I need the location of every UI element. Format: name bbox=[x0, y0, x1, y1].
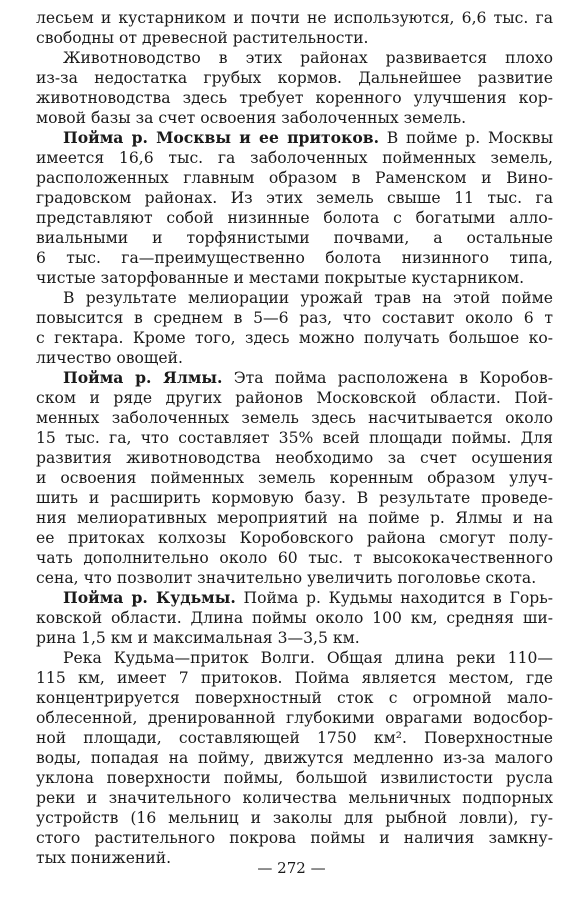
text-line: устройств (16 мельниц и заколы для рыбной ловли), гу- bbox=[36, 809, 553, 827]
text-line: сена, что позволит значительно увеличить поголовье скота. bbox=[36, 569, 537, 587]
section-heading: Пойма р. Кудьмы. bbox=[63, 588, 236, 607]
text-line: 6 тыс. га—преимущественно болота низинного типа, bbox=[36, 249, 553, 267]
paragraph bbox=[36, 648, 553, 868]
text-line: 15 тыс. га, что составляет 35% всей площади поймы. Для bbox=[36, 429, 553, 447]
paragraph bbox=[36, 8, 553, 48]
section-heading: Пойма р. Ялмы. bbox=[63, 368, 223, 387]
text-line: реки и значительного количества мельничных подпорных bbox=[36, 789, 553, 807]
text-line: Животноводство в этих районах развивается плохо bbox=[63, 49, 553, 67]
text-line: расположенных главным образом в Раменском и Вино- bbox=[36, 169, 553, 187]
text-line bbox=[36, 368, 553, 388]
text-line: свободны от древесной растительности. bbox=[36, 29, 369, 47]
text-line: В результате мелиорации урожай трав на этой пойме bbox=[63, 289, 553, 307]
text-line: Река Кудьма—приток Волги. Общая длина реки 110— bbox=[63, 649, 553, 667]
text-line bbox=[36, 588, 553, 608]
text-line: с гектара. Кроме того, здесь можно получать большое ко- bbox=[36, 329, 553, 347]
text-line: шить и расширить кормовую базу. В результате проведе- bbox=[36, 489, 553, 507]
text-line: рина 1,5 км и максимальная 3—3,5 км. bbox=[36, 629, 360, 647]
text-line: представляют собой низинные болота с богатыми алло- bbox=[36, 209, 553, 227]
text-line: чать дополнительно около 60 тыс. т высококачественного bbox=[36, 549, 553, 567]
text-line: личество овощей. bbox=[36, 349, 183, 367]
text-line: менных заболоченных земель здесь насчитывается около bbox=[36, 409, 553, 427]
paragraph bbox=[36, 588, 553, 648]
text-line: ском и ряде других районов Московской области. Пой- bbox=[36, 389, 553, 407]
text-line: облесенной, дренированной глубокими оврагами водосбор- bbox=[36, 709, 553, 727]
text-line: виальными и торфянистыми почвами, а остальные bbox=[36, 229, 553, 247]
text-line: 115 км, имеет 7 притоков. Пойма является местом, где bbox=[36, 669, 553, 687]
text-line bbox=[36, 128, 553, 148]
section-heading: Пойма р. Москвы и ее притоков. bbox=[63, 128, 379, 147]
text-run: Эта пойма расположена в Коробов- bbox=[222, 369, 553, 387]
text-line: чистые заторфованные и местами покрытые кустарником. bbox=[36, 269, 525, 287]
text-line: животноводства здесь требует коренного улучшения кор- bbox=[36, 89, 553, 107]
paragraph bbox=[36, 128, 553, 288]
text-line: из-за недостатка грубых кормов. Дальнейшее развитие bbox=[36, 69, 553, 87]
text-line: и освоения пойменных земель коренным образом улуч- bbox=[36, 469, 553, 487]
text-line: градовском районах. Из этих земель свыше 11 тыс. га bbox=[36, 189, 553, 207]
text-line: ее притоках колхозы Коробовского района смогут полу- bbox=[36, 529, 553, 547]
text-line: мовой базы за счет освоения заболоченных земель. bbox=[36, 109, 467, 127]
text-line: воды, попадая на пойму, движутся медленно из-за малого bbox=[36, 749, 553, 767]
text-line: развития животноводства необходимо за счет осушения bbox=[36, 449, 553, 467]
paragraph bbox=[36, 368, 553, 588]
text-line: стого растительного покрова поймы и наличия замкну- bbox=[36, 829, 553, 847]
page-number: — 272 — bbox=[257, 859, 326, 877]
text-line: ния мелиоративных мероприятий на пойме р. Ялмы и на bbox=[36, 509, 553, 527]
document-page bbox=[36, 8, 553, 868]
paragraph bbox=[36, 288, 553, 368]
text-line: тых понижений. bbox=[36, 849, 172, 867]
text-line: концентрируется поверхностный сток с огромной мало- bbox=[36, 689, 553, 707]
text-run: Пойма р. Кудьмы находится в Горь- bbox=[235, 589, 553, 607]
text-line: имеется 16,6 тыс. га заболоченных пойменных земель, bbox=[36, 149, 553, 167]
text-run: В пойме р. Москвы bbox=[379, 129, 553, 147]
text-line: уклона поверхности поймы, большой извилистости русла bbox=[36, 769, 553, 787]
paragraph bbox=[36, 48, 553, 128]
text-line: ной площади, составляющей 1750 км². Поверхностные bbox=[36, 729, 553, 747]
text-line: лесьем и кустарником и почти не используются, 6,6 тыс. га bbox=[36, 9, 553, 27]
text-line: повысится в среднем в 5—6 раз, что составит около 6 т bbox=[36, 309, 553, 327]
text-line: ковской области. Длина поймы около 100 км, средняя ши- bbox=[36, 609, 553, 627]
